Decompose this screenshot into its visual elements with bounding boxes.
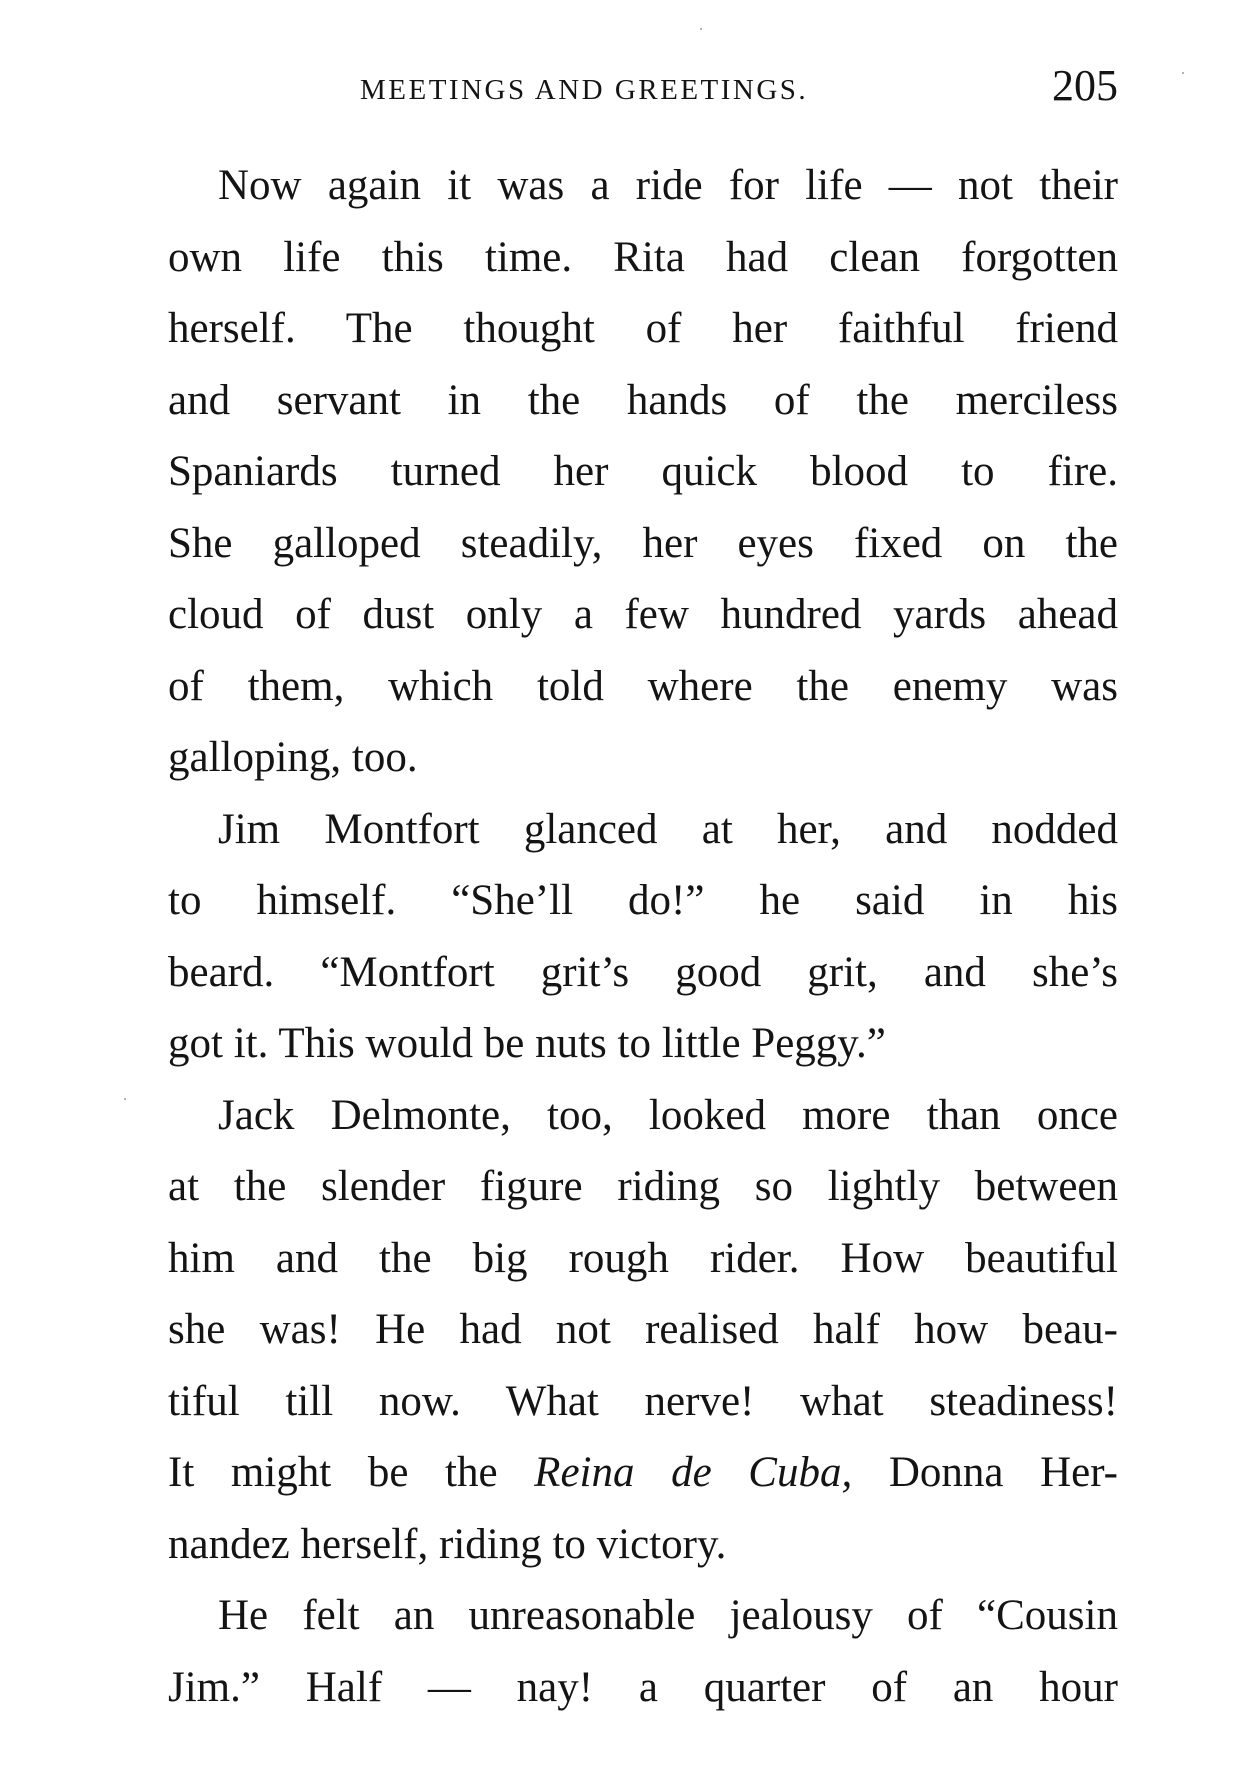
text-line: Jim Montfort glanced at her, and nodded [218,805,1118,853]
text-line: to himself. “She’ll do!” he said in his [168,877,1118,924]
paper-speck [124,1098,126,1100]
text-line: beard. “Montfort grit’s good grit, and she’s [168,948,1118,996]
text-line: herself. The thought of her faithful friend [168,305,1118,352]
text-line: tiful till now. What nerve! what steadiness! [168,1377,1118,1425]
text-line: cloud of dust only a few hundred yards ahead [168,591,1118,638]
text-line: him and the big rough rider. How beautiful [168,1234,1118,1282]
text-line-with-italic [168,1437,1118,1509]
text-line: of them, which told where the enemy was [168,662,1118,710]
text-segment: It might be the [168,1449,535,1496]
running-title: MEETINGS AND GREETINGS. [360,74,809,106]
text-line: Jim.” Half — nay! a quarter of an hour [168,1663,1118,1711]
italic-title: Reina de Cuba, [534,1449,853,1496]
text-line: galloping, too. [168,734,418,781]
page-number: 205 [1052,61,1118,110]
text-line: nandez herself, riding to victory. [168,1520,727,1568]
paper-speck [700,28,702,30]
text-line: He felt an unreasonable jealousy of “Cousin [218,1592,1118,1639]
text-line: and servant in the hands of the merciless [168,376,1118,424]
text-line: at the slender figure riding so lightly between [168,1163,1118,1210]
text-line: own life this time. Rita had clean forgotten [168,233,1118,281]
text-line: she was! He had not realised half how beau- [168,1306,1118,1353]
paper-speck [1182,72,1184,74]
text-line: Jack Delmonte, too, looked more than once [218,1091,1118,1139]
text-segment: Donna Her- [852,1449,1118,1496]
text-line: Spaniards turned her quick blood to fire. [168,448,1118,495]
body-text [168,150,1118,1723]
running-head [168,60,1118,120]
text-line: got it. This would be nuts to little Peggy.” [168,1020,886,1067]
text-line: She galloped steadily, her eyes fixed on the [168,519,1118,567]
text-line: Now again it was a ride for life — not their [218,162,1118,209]
